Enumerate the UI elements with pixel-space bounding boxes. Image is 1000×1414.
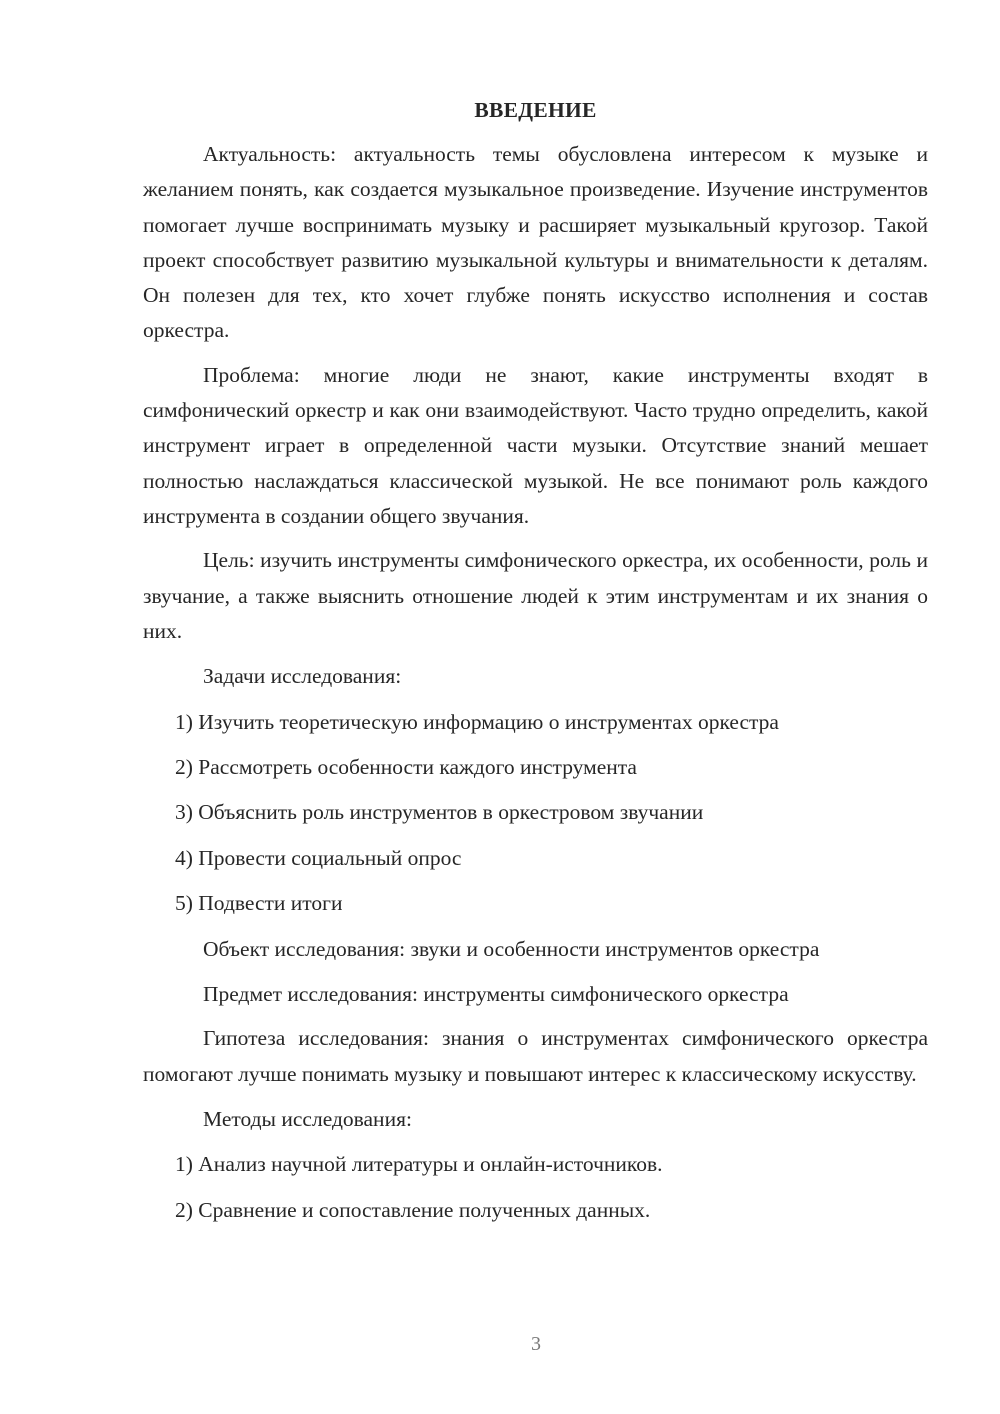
task-item: 3) Объяснить роль инструментов в оркестровом звучании <box>175 800 704 825</box>
object-line: Объект исследования: звуки и особенности инструментов оркестра <box>203 936 820 961</box>
hypothesis-paragraph: Гипотеза исследования: знания о инструментах симфонического оркестра помогают лучше понимать музыку и повышают интерес к классическому искусству. <box>143 1026 928 1086</box>
page-number: 3 <box>531 1333 541 1355</box>
section-title: ВВЕДЕНИЕ <box>474 98 597 122</box>
task-item: 5) Подвести итоги <box>175 891 343 916</box>
methods-heading: Методы исследования: <box>203 1106 412 1131</box>
task-item: 2) Рассмотреть особенности каждого инструмента <box>175 755 637 780</box>
task-item: 4) Провести социальный опрос <box>175 845 462 870</box>
task-item: 1) Изучить теоретическую информацию о инструментах оркестра <box>175 709 779 734</box>
document-page <box>143 95 928 1228</box>
goal-paragraph: Цель: изучить инструменты симфонического оркестра, их особенности, роль и звучание, а также выяснить отношение людей к этим инструментам и их знания о них. <box>143 548 928 643</box>
relevance-paragraph: Актуальность: актуальность темы обусловлена интересом к музыке и желанием понять, как создается музыкальное произведение. Изучение инструментов помогает лучше воспринимать музыку и расширяет музыкальный кругозор. Такой проект способствует развитию музыкальной культуры и внимательности к деталям. Он полезен для тех, кто хочет глубже понять искусство исполнения и состав оркестра. <box>143 142 928 343</box>
subject-line: Предмет исследования: инструменты симфонического оркестра <box>203 981 789 1006</box>
method-item: 2) Сравнение и сопоставление полученных данных. <box>175 1197 651 1222</box>
method-item: 1) Анализ научной литературы и онлайн-источников. <box>175 1152 663 1177</box>
tasks-heading: Задачи исследования: <box>203 664 402 689</box>
problem-paragraph: Проблема: многие люди не знают, какие инструменты входят в симфонический оркестр и как они взаимодействуют. Часто трудно определить, какой инструмент играет в определенной части музыки. Отсутствие знаний мешает полностью наслаждаться классической музыкой. Не все понимают роль каждого инструмента в создании общего звучания. <box>143 362 928 528</box>
